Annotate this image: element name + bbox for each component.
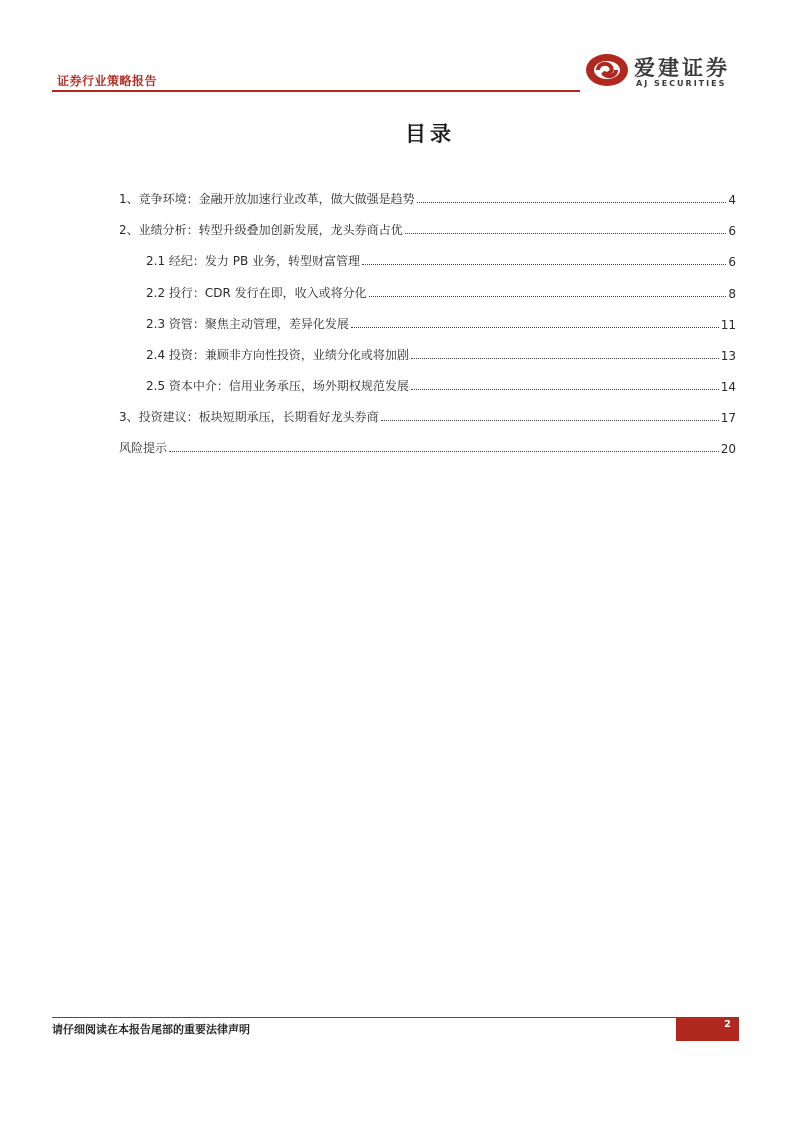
logo-chinese-text: 爱建证券 xyxy=(634,56,730,80)
logo-mark-icon xyxy=(584,52,630,88)
page-number: 2 xyxy=(724,1019,731,1030)
toc-title: 目录 xyxy=(405,122,455,146)
toc-entry[interactable] xyxy=(146,345,736,363)
toc-entry[interactable] xyxy=(146,376,736,394)
toc-entry-page: 11 xyxy=(720,318,736,332)
logo-english-text: AJ SECURITIES xyxy=(636,79,727,88)
toc-leader-dots xyxy=(411,357,719,359)
toc-entry-page: 4 xyxy=(728,193,736,207)
toc-entry-text: 2.5 资本中介：信用业务承压，场外期权规范发展 xyxy=(146,379,409,393)
toc-leader-dots xyxy=(411,388,719,390)
toc-entry-page: 14 xyxy=(720,380,736,394)
toc-entry-text: 1、竞争环境：金融开放加速行业改革，做大做强是趋势 xyxy=(119,192,415,206)
header-divider xyxy=(52,90,580,92)
toc-entry-text: 2.4 投资：兼顾非方向性投资，业绩分化或将加剧 xyxy=(146,348,409,362)
toc-entry-text: 风险提示 xyxy=(119,441,168,455)
company-logo xyxy=(584,50,744,92)
footer-divider xyxy=(52,1017,739,1018)
toc-entry-page: 6 xyxy=(728,224,736,238)
toc-entry-page: 13 xyxy=(720,349,736,363)
toc-entry-text: 3、投资建议：板块短期承压，长期看好龙头券商 xyxy=(119,410,379,424)
toc-leader-dots xyxy=(362,263,726,265)
toc-entry-text: 2.3 资管：聚焦主动管理，差异化发展 xyxy=(146,317,349,331)
toc-leader-dots xyxy=(169,450,719,452)
toc-entry-page: 8 xyxy=(728,287,736,301)
toc-entry[interactable] xyxy=(146,283,736,301)
toc-entry-page: 6 xyxy=(728,255,736,269)
page-number-box xyxy=(676,1017,739,1041)
toc-leader-dots xyxy=(381,419,719,421)
toc-leader-dots xyxy=(351,326,719,328)
toc-entry-page: 20 xyxy=(720,442,736,456)
toc-entry[interactable] xyxy=(119,220,736,238)
toc-entry[interactable] xyxy=(119,438,736,456)
toc-entry-text: 2、业绩分析：转型升级叠加创新发展，龙头券商占优 xyxy=(119,223,403,237)
toc-leader-dots xyxy=(417,201,727,203)
toc-entry-text: 2.2 投行：CDR 发行在即，收入或将分化 xyxy=(146,286,367,300)
legal-disclaimer: 请仔细阅读在本报告尾部的重要法律声明 xyxy=(52,1023,250,1036)
toc-entry-page: 17 xyxy=(720,411,736,425)
toc-entry[interactable] xyxy=(119,407,736,425)
toc-entry[interactable] xyxy=(119,189,736,207)
toc-entry[interactable] xyxy=(146,314,736,332)
report-type-label: 证券行业策略报告 xyxy=(57,74,158,88)
toc-entry-text: 2.1 经纪：发力 PB 业务，转型财富管理 xyxy=(146,254,360,268)
toc-leader-dots xyxy=(369,295,727,297)
toc-entry[interactable] xyxy=(146,251,736,269)
toc-leader-dots xyxy=(405,232,727,234)
